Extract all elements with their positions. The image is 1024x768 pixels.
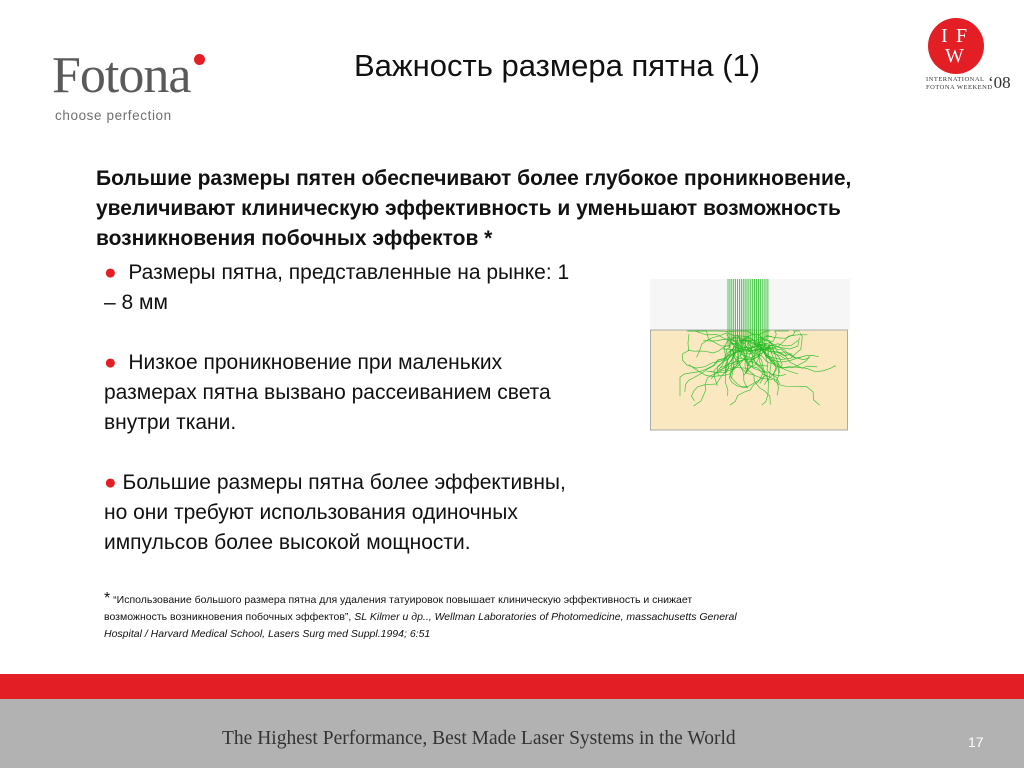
page-number: 17 (968, 734, 984, 750)
footnote-marker: * (104, 590, 111, 607)
bullet-item (104, 468, 574, 558)
bullet-text: Большие размеры пятна более эффективны, но они требуют использования одиночных импульсов более высокой мощности. (104, 471, 566, 554)
bullet-item (104, 258, 574, 318)
bullet-dot: ● (104, 261, 117, 284)
ifw-badge (928, 18, 984, 74)
fotona-logo (52, 46, 222, 126)
ifw-caption-line1: INTERNATIONAL (926, 76, 985, 83)
bullet-text: Размеры пятна, представленные на рынке: 1 – 8 мм (104, 261, 570, 314)
ifw-letter-i: I (941, 25, 948, 47)
logo-red-dot (194, 54, 205, 65)
footnote-quote: “Использование большого размера пятна для удаления татуировок повышает клиническую эффективность и снижает возможность возникновения побочных эффектов”, (104, 594, 693, 623)
slide-title: Важность размера пятна (1) (354, 48, 761, 83)
bullet-item (104, 348, 574, 438)
footnote (104, 590, 744, 643)
ifw-logo (926, 18, 1022, 98)
footer-slogan: The Highest Performance, Best Made Laser Systems in the World (222, 728, 736, 749)
bullet-text: Низкое проникновение при маленьких размерах пятна вызвано рассеиванием света внутри ткани. (104, 351, 551, 434)
footer-red-stripe (0, 674, 1024, 699)
bullet-dot: ● (104, 351, 117, 374)
headline: Большие размеры пятен обеспечивают более глубокое проникновение, увеличивают клиническую эффективность и уменьшают возможность возникновения побочных эффектов * (96, 167, 852, 250)
ifw-year: ‘08 (988, 73, 1011, 92)
bullet-dot: ● (104, 471, 117, 494)
light-scattering-illustration (650, 279, 850, 431)
ifw-caption (926, 76, 993, 92)
air-region (650, 279, 850, 330)
ifw-caption-line2: FOTONA WEEKEND (926, 84, 993, 91)
ifw-letter-f: F (956, 25, 968, 47)
bullet-list (104, 258, 574, 558)
logo-tagline: choose perfection (55, 108, 172, 123)
logo-wordmark: Fotona (52, 47, 191, 104)
ifw-letter-w: W (945, 45, 964, 67)
footnote-citation: SL Kilmer и др.., Wellman Laboratories of Photomedicine, massachusetts General Hospital / Harvard Medical School, Lasers Surg med Suppl.1994; 6:51 (104, 611, 737, 640)
